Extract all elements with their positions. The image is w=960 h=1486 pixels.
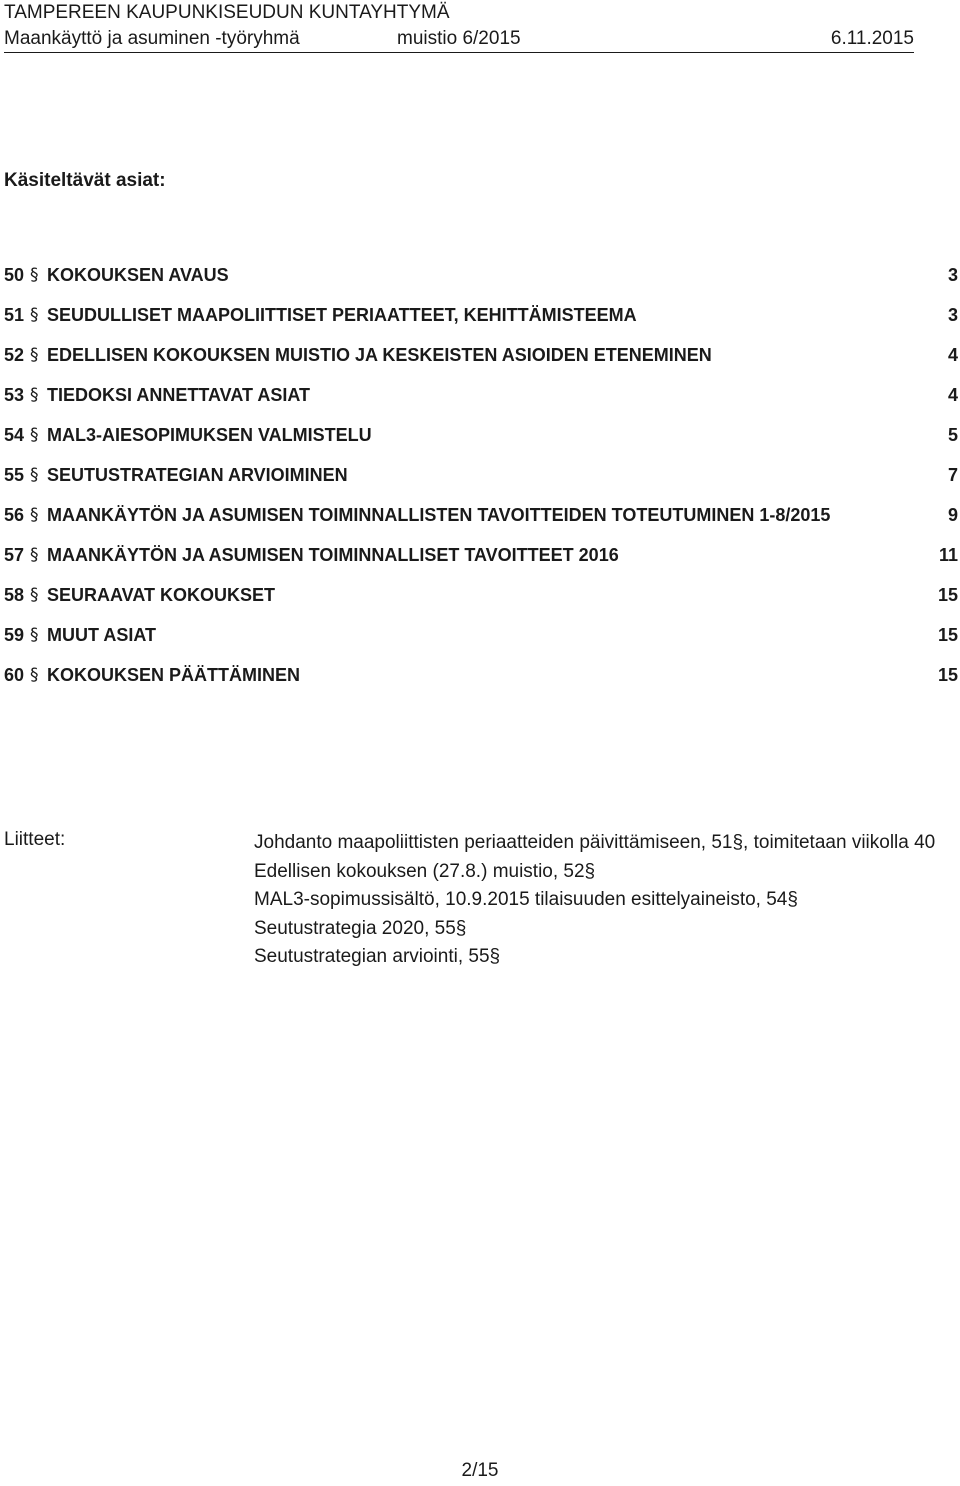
agenda-item-number: 59 [4,625,25,645]
agenda-item-page: 7 [947,465,958,485]
section-symbol: § [30,585,39,605]
section-title: Käsiteltävät asiat: [4,170,166,191]
attachment-item: Seutustrategian arviointi, 55§ [254,946,501,967]
section-symbol: § [30,505,39,525]
section-symbol: § [30,665,39,685]
agenda-item [4,665,958,705]
agenda-item-title: MAANKÄYTÖN JA ASUMISEN TOIMINNALLISET TAVOITTEET 2016 [47,545,619,565]
agenda-item [4,305,958,345]
agenda-item [4,505,958,545]
agenda-item-page: 5 [947,425,958,445]
document-date: 6.11.2015 [830,28,914,49]
header-meta-row [4,28,914,53]
agenda-item-page: 3 [947,305,958,325]
attachments-list [254,829,954,972]
section-symbol: § [30,345,39,365]
agenda-item-title: MUUT ASIAT [47,625,156,645]
page-number: 2/15 [461,1460,499,1481]
agenda-item [4,585,958,625]
section-symbol: § [30,305,39,325]
agenda-item-number: 57 [4,545,25,565]
agenda-item [4,265,958,305]
attachments-label: Liitteet: [4,829,66,850]
section-symbol: § [30,465,39,485]
section-symbol: § [30,625,39,645]
agenda-item [4,465,958,505]
agenda-item [4,345,958,385]
agenda-item-number: 53 [4,385,25,405]
agenda-item-number: 51 [4,305,25,325]
agenda-item-number: 60 [4,665,25,685]
document-id: muistio 6/2015 [397,28,521,49]
agenda-item-page: 3 [947,265,958,285]
agenda-item [4,385,958,425]
agenda-item-page: 4 [947,345,958,365]
agenda-item-title: KOKOUKSEN PÄÄTTÄMINEN [47,665,301,685]
section-symbol: § [30,545,39,565]
agenda-item-number: 55 [4,465,25,485]
agenda-item-number: 58 [4,585,25,605]
attachment-item: Johdanto maapoliittisten periaatteiden päivittämiseen, 51§, toimitetaan viikolla 40 [254,832,936,853]
agenda-item-title: SEUDULLISET MAAPOLIITTISET PERIAATTEET, KEHITTÄMISTEEMA [47,305,637,325]
agenda-item-number: 56 [4,505,25,525]
organization-name: TAMPEREEN KAUPUNKISEUDUN KUNTAYHTYMÄ [4,2,450,23]
agenda-item-page: 15 [937,625,958,645]
section-symbol: § [30,385,39,405]
agenda-item [4,625,958,665]
agenda-item-title: MAANKÄYTÖN JA ASUMISEN TOIMINNALLISTEN TAVOITTEIDEN TOTEUTUMINEN 1-8/2015 [47,505,831,525]
agenda-item-title: MAL3-AIESOPIMUKSEN VALMISTELU [47,425,372,445]
section-symbol: § [30,425,39,445]
agenda-item-page: 15 [937,665,958,685]
agenda-item-number: 52 [4,345,25,365]
agenda-item [4,425,958,465]
attachment-item: Seutustrategia 2020, 55§ [254,917,467,939]
section-symbol: § [30,265,39,285]
agenda-item-page: 15 [937,585,958,605]
agenda-item-title: TIEDOKSI ANNETTAVAT ASIAT [47,385,310,405]
working-group-name: Maankäyttö ja asuminen -työryhmä [4,28,300,49]
agenda-item-title: SEURAAVAT KOKOUKSET [47,585,276,605]
agenda-item-page: 11 [938,545,958,565]
agenda-list [4,265,958,705]
agenda-item-title: KOKOUKSEN AVAUS [47,265,229,285]
agenda-item-title: EDELLISEN KOKOUKSEN MUISTIO JA KESKEISTEN ASIOIDEN ETENEMINEN [47,345,712,365]
agenda-item-number: 50 [4,265,25,285]
attachment-item: MAL3-sopimussisältö, 10.9.2015 tilaisuuden esittelyaineisto, 54§ [254,889,798,910]
agenda-item-title: SEUTUSTRATEGIAN ARVIOIMINEN [47,465,348,485]
agenda-item-number: 54 [4,425,25,445]
agenda-item-page: 9 [947,505,958,525]
attachment-item: Edellisen kokouksen (27.8.) muistio, 52§ [254,860,596,882]
agenda-item [4,545,958,585]
agenda-item-page: 4 [947,385,958,405]
